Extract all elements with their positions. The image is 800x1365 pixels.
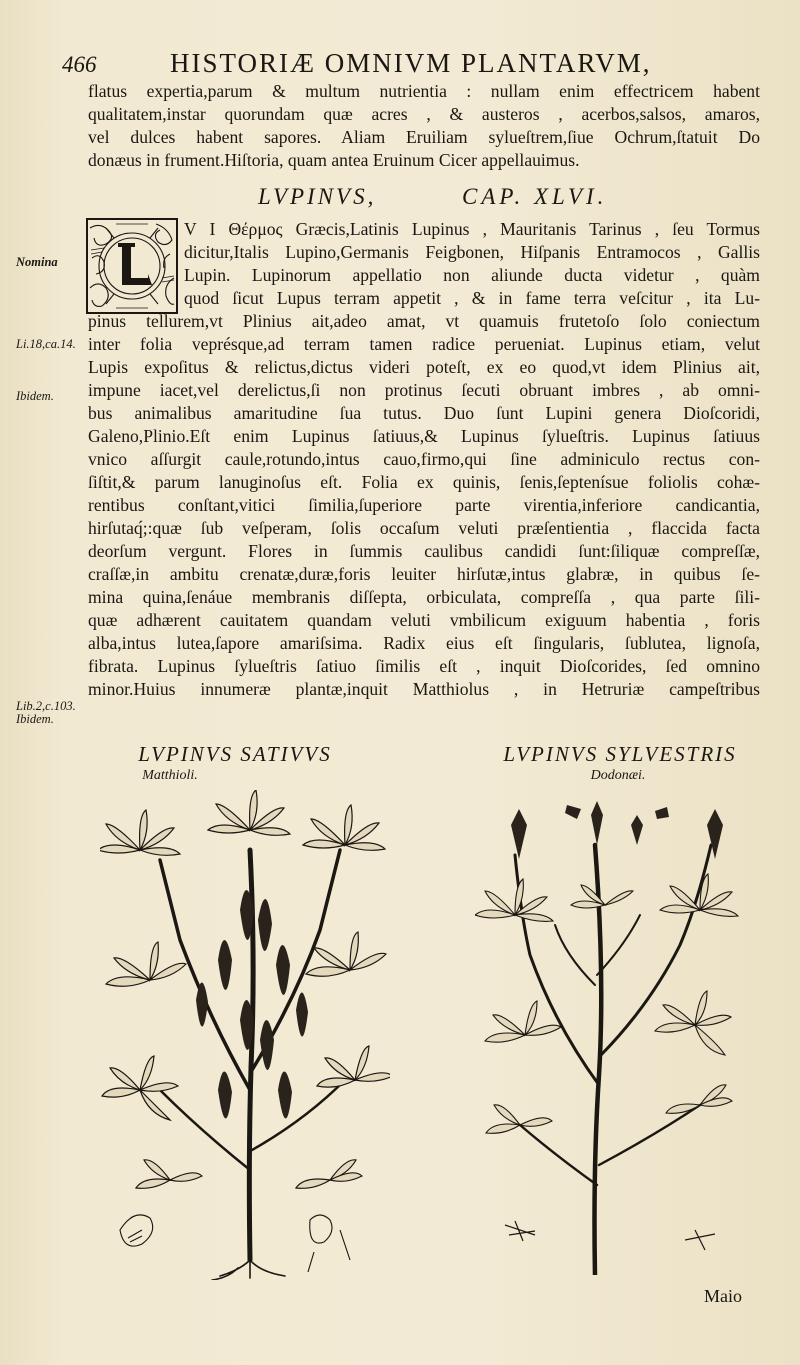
lupinus-sylvestris-woodcut xyxy=(475,785,765,1275)
text-line: quod ſicut Lupus terram appetit , & in fame terra veſcitur , ita Lu- xyxy=(184,288,760,308)
text-line: flatus expertia,parum & multum nutrientia : nullam enim effectricem habent xyxy=(88,81,760,101)
text-line: quæ adhærent cauitatem quandam veluti vmbilicum exiguum habentia , foris xyxy=(88,610,760,630)
running-title: HISTORIÆ OMNIVM PLANTARVM, xyxy=(170,48,652,78)
right-plate-caption: LVPINVS SYLVESTRIS xyxy=(503,742,737,766)
margin-note: Ibidem. xyxy=(16,712,54,726)
text-line: dicitur,Italis Lupino,Germanis Feigbonen, Hiſpanis Entramocos , Gallis xyxy=(184,242,760,262)
text-line: minor.Huius innumeræ plantæ,inquit Matthiolus , in Hetruriæ campeſtribus xyxy=(88,679,760,699)
text-line: Galeno,Plinio.Eſt enim Lupinus ſatiuus,& Lupinus ſylueſtris. Lupinus ſatiuus xyxy=(88,426,760,446)
chapter-body xyxy=(88,218,760,701)
margin-note: Li.18,ca.14. xyxy=(16,337,76,351)
text-line: Lupis expoſitus & relictus,dictus videri poteſt, ex eo quod,vt idem Plinius ait, xyxy=(88,357,760,377)
text-line: bus animalibus amaritudine ſua tutus. Duo ſunt Lupini genera Dioſcoridi, xyxy=(88,403,760,423)
lupinus-sativus-woodcut xyxy=(100,790,390,1280)
text-line: ſiſtit,& parum lanuginoſus eſt. Folia ex quinis, ſenis,ſeptenísue foliolis cohæ- xyxy=(88,472,760,492)
text-line: Lupin. Lupinorum appellatio non aliunde ducta videtur , quàm xyxy=(184,265,760,285)
text-line: craſſæ,in ambitu crenatæ,duræ,foris leuiter hirſutæ,intus glabræ, in quibus ſe- xyxy=(88,564,760,584)
text-line: vnico aſſurgit caule,rotundo,intus cauo,firmo,qui ſine adminiculo rectus con- xyxy=(88,449,760,469)
page-header xyxy=(0,48,800,84)
text-line: alba,intus lutea,ſapore amariſsima. Radix eius eſt ſingularis, ſublutea, lignoſa, xyxy=(88,633,760,653)
text-line: impune iacet,vel derelictus,ſi non protinus ſecuti obruant imbres , ab omni- xyxy=(88,380,760,400)
margin-note: Nomina xyxy=(16,255,58,269)
margin-note: Lib.2,c.103. xyxy=(16,699,76,713)
text-line: mina quina,ſenáue membranis diſſepta, orbiculata, compreſſa , qua parte ſili- xyxy=(88,587,760,607)
chapter-number: CAP. XLVI. xyxy=(462,184,608,209)
right-plate-author: Dodonæi. xyxy=(590,768,646,783)
text-line: pinus tellurem,vt Plinius ait,adeo amat, vt quamuis frutetoſo ſolo coniectum xyxy=(88,311,760,331)
text-line: hirſutaq́;:quæ ſub veſperam, ſolis occaſum veluti præſentientia , flaccida facta xyxy=(88,518,760,538)
text-line: fibrata. Lupinus ſylueſtris ſatiuo ſimilis eſt , inquit Dioſcorides, ſed omnino xyxy=(88,656,760,676)
chapter-heading xyxy=(0,184,800,214)
text-line: rentibus conſtant,vitici ſimilia,ſuperiore parte virentia,inferiore candicantia, xyxy=(88,495,760,515)
text-line: inter folia veprésque,ad terram tamen radice perueniat. Lupinus etiam, velut xyxy=(88,334,760,354)
text-line: deorſum vergunt. Flores in ſummis caulibus candidi ſunt:ſiliquæ compreſſæ, xyxy=(88,541,760,561)
text-line: vel dulces habent sapores. Aliam Eruiliam sylueſtrem,ſiue Ochrum,ſtatuit Do xyxy=(88,127,760,147)
text-line: qualitatem,instar quorundam quæ acres , & austeros , acerbos,salsos, amaros, xyxy=(88,104,760,124)
catchword: Maio xyxy=(704,1286,742,1306)
text-line: donæus in frument.Hiſtoria, quam antea Eruinum Cicer appellauimus. xyxy=(88,150,580,170)
text-line: V I Θέρμος Græcis,Latinis Lupinus , Mauritanis Tarinus , ſeu Tormus xyxy=(184,219,760,239)
left-plate-author: Matthioli. xyxy=(142,768,198,783)
page-number: 466 xyxy=(62,52,97,77)
intro-paragraph xyxy=(88,80,760,172)
left-plate-caption: LVPINVS SATIVVS xyxy=(138,742,332,766)
margin-note: Ibidem. xyxy=(16,389,54,403)
chapter-title: LVPINVS, xyxy=(258,184,377,209)
